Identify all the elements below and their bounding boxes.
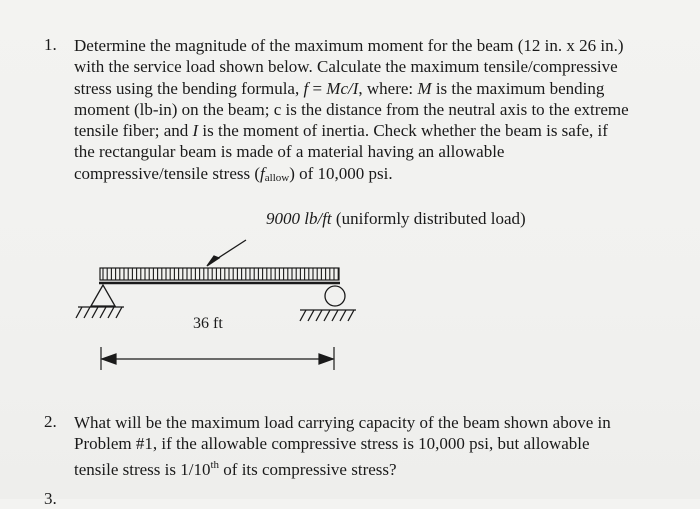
distributed-load (100, 268, 339, 280)
pin-support (76, 285, 124, 318)
q2-line-3: tensile stress is 1/10th of its compressive stress? (74, 458, 397, 479)
q1-line-1: Determine the magnitude of the maximum moment for the beam (12 in. x 26 in.) (74, 36, 624, 55)
load-leader-arrow (207, 240, 246, 266)
q1-line-4: moment (lb-in) on the beam; c is the distance from the neutral axis to the extreme (74, 99, 629, 119)
span-label: 36 ft (193, 315, 223, 332)
q1-line-5: tensile fiber; and I is the moment of inertia. Check whether the beam is safe, if (74, 121, 608, 141)
question-3-number: 3. (44, 489, 57, 508)
q1-line-6: the rectangular beam is made of a material having an allowable (74, 142, 505, 162)
question-1-number: 1. (44, 35, 57, 54)
q1-line-3: stress using the bending formula, f = Mc/I, where: M is the maximum bending (74, 78, 605, 98)
question-2-number: 2. (44, 412, 57, 431)
q1-line-7: compressive/tensile stress (fallow) of 10,000 psi. (74, 163, 393, 184)
roller-support (300, 286, 356, 321)
load-label: 9000 lb/ft (uniformly distributed load) (266, 209, 526, 228)
question-2-text (74, 412, 611, 480)
q1-line-2: with the service load shown below. Calculate the maximum tensile/compressive (74, 57, 618, 77)
q2-line-2: Problem #1, if the allowable compressive stress is 10,000 psi, but allowable (74, 434, 590, 454)
q2-line-1: What will be the maximum load carrying capacity of the beam shown above in (74, 413, 611, 432)
span-dimension-arrow (101, 347, 334, 370)
